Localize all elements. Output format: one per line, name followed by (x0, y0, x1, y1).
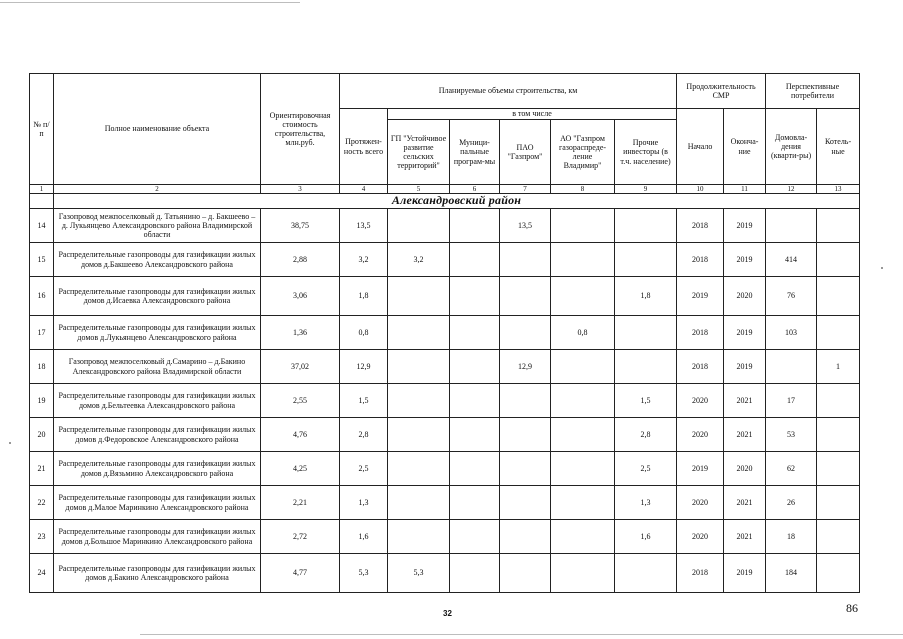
cost-cell: 38,75 (261, 209, 340, 243)
gazprom-cell: 12,9 (500, 350, 551, 384)
region-spacer (30, 194, 54, 209)
scan-speck (881, 267, 883, 269)
header-start: Начало (677, 109, 724, 185)
object-name: Газопровод межпоселковый д.Самарино – д.Бакино Александровского района Владимирской области (54, 350, 261, 384)
object-name: Распределительные газопроводы для газификации жилых домов д.Федоровское Александровского района (54, 418, 261, 452)
municipal-cell (450, 350, 500, 384)
row-number: 23 (30, 520, 54, 554)
end-year-cell: 2020 (724, 277, 766, 316)
length-cell: 3,2 (340, 243, 388, 277)
other-investors-cell: 2,8 (615, 418, 677, 452)
boilers-cell (817, 418, 860, 452)
municipal-cell (450, 209, 500, 243)
households-cell (766, 209, 817, 243)
column-number: 8 (551, 185, 615, 194)
start-year-cell: 2018 (677, 350, 724, 384)
gp-cell: 3,2 (388, 243, 450, 277)
start-year-cell: 2018 (677, 554, 724, 593)
gp-cell (388, 452, 450, 486)
page-number: 32 (443, 609, 452, 618)
boilers-cell (817, 243, 860, 277)
table-row (30, 277, 860, 316)
row-number: 14 (30, 209, 54, 243)
gazprom-cell (500, 520, 551, 554)
other-investors-cell: 1,5 (615, 384, 677, 418)
gazprom-cell (500, 243, 551, 277)
table-row (30, 350, 860, 384)
start-year-cell: 2020 (677, 486, 724, 520)
households-cell: 103 (766, 316, 817, 350)
table-row (30, 316, 860, 350)
start-year-cell: 2020 (677, 418, 724, 452)
boilers-cell (817, 316, 860, 350)
header-row-1 (30, 74, 860, 109)
table-row (30, 486, 860, 520)
gp-cell (388, 350, 450, 384)
length-cell: 5,3 (340, 554, 388, 593)
column-number: 1 (30, 185, 54, 194)
gp-cell (388, 316, 450, 350)
header-boilers: Котель-ные (817, 109, 860, 185)
header-ao-gazprom: АО "Газпром газораспреде-ление Владимир" (551, 120, 615, 185)
length-cell: 2,5 (340, 452, 388, 486)
other-investors-cell: 1,8 (615, 277, 677, 316)
header-other-investors: Прочие инвесторы (в т.ч. население) (615, 120, 677, 185)
header-name: Полное наименование объекта (54, 74, 261, 185)
row-number: 24 (30, 554, 54, 593)
cost-cell: 2,21 (261, 486, 340, 520)
gp-cell (388, 209, 450, 243)
gp-cell: 5,3 (388, 554, 450, 593)
gazprom-cell (500, 316, 551, 350)
gazprom-cell: 13,5 (500, 209, 551, 243)
start-year-cell: 2018 (677, 316, 724, 350)
row-number: 20 (30, 418, 54, 452)
households-cell (766, 350, 817, 384)
object-name: Распределительные газопроводы для газификации жилых домов д.Малое Маринкино Александровского района (54, 486, 261, 520)
municipal-cell (450, 277, 500, 316)
municipal-cell (450, 418, 500, 452)
start-year-cell: 2019 (677, 452, 724, 486)
ao-gazprom-cell (551, 452, 615, 486)
municipal-cell (450, 243, 500, 277)
municipal-cell (450, 384, 500, 418)
end-year-cell: 2021 (724, 486, 766, 520)
object-name: Распределительные газопроводы для газификации жилых домов д.Бакино Александровского района (54, 554, 261, 593)
table-row (30, 452, 860, 486)
end-year-cell: 2021 (724, 520, 766, 554)
cost-cell: 37,02 (261, 350, 340, 384)
object-name: Распределительные газопроводы для газификации жилых домов д.Лукьянцево Александровского района (54, 316, 261, 350)
cost-cell: 4,25 (261, 452, 340, 486)
gazprom-cell (500, 384, 551, 418)
row-number: 15 (30, 243, 54, 277)
row-number: 16 (30, 277, 54, 316)
column-number: 5 (388, 185, 450, 194)
municipal-cell (450, 520, 500, 554)
length-cell: 0,8 (340, 316, 388, 350)
cost-cell: 4,76 (261, 418, 340, 452)
ao-gazprom-cell (551, 209, 615, 243)
column-number: 2 (54, 185, 261, 194)
header-municipal: Муници-пальные програм-мы (450, 120, 500, 185)
boilers-cell: 1 (817, 350, 860, 384)
length-cell: 12,9 (340, 350, 388, 384)
object-name: Распределительные газопроводы для газификации жилых домов д.Вязьмино Александровского района (54, 452, 261, 486)
start-year-cell: 2019 (677, 277, 724, 316)
ao-gazprom-cell (551, 486, 615, 520)
gazprom-cell (500, 277, 551, 316)
households-cell: 414 (766, 243, 817, 277)
header-consumers: Перспективные потребители (766, 74, 860, 109)
households-cell: 26 (766, 486, 817, 520)
ao-gazprom-cell (551, 418, 615, 452)
table-row (30, 243, 860, 277)
households-cell: 184 (766, 554, 817, 593)
other-investors-cell: 1,6 (615, 520, 677, 554)
gp-cell (388, 520, 450, 554)
cost-cell: 2,72 (261, 520, 340, 554)
header-end: Оконча-ние (724, 109, 766, 185)
ao-gazprom-cell (551, 243, 615, 277)
other-investors-cell (615, 316, 677, 350)
gazprom-cell (500, 418, 551, 452)
column-number: 7 (500, 185, 551, 194)
cost-cell: 3,06 (261, 277, 340, 316)
header-no: № п/п (30, 74, 54, 185)
column-number: 10 (677, 185, 724, 194)
cost-cell: 4,77 (261, 554, 340, 593)
column-number: 3 (261, 185, 340, 194)
column-number-row (30, 185, 860, 194)
start-year-cell: 2020 (677, 384, 724, 418)
gp-cell (388, 418, 450, 452)
length-cell: 1,3 (340, 486, 388, 520)
length-cell: 2,8 (340, 418, 388, 452)
ao-gazprom-cell (551, 520, 615, 554)
region-title: Александровский район (54, 194, 860, 209)
column-number: 13 (817, 185, 860, 194)
header-length: Протяжен-ность всего (340, 109, 388, 185)
object-name: Распределительные газопроводы для газификации жилых домов д.Бельтеевка Александровского района (54, 384, 261, 418)
households-cell: 76 (766, 277, 817, 316)
object-name: Распределительные газопроводы для газификации жилых домов д.Исаевка Александровского района (54, 277, 261, 316)
other-investors-cell (615, 243, 677, 277)
header-including: в том числе (388, 109, 677, 120)
gp-cell (388, 486, 450, 520)
end-year-cell: 2019 (724, 209, 766, 243)
boilers-cell (817, 520, 860, 554)
column-number: 4 (340, 185, 388, 194)
header-gazprom: ПАО "Газпром" (500, 120, 551, 185)
end-year-cell: 2020 (724, 452, 766, 486)
boilers-cell (817, 486, 860, 520)
end-year-cell: 2019 (724, 316, 766, 350)
scan-edge-line (0, 2, 300, 3)
row-number: 22 (30, 486, 54, 520)
households-cell: 17 (766, 384, 817, 418)
municipal-cell (450, 554, 500, 593)
column-number: 9 (615, 185, 677, 194)
length-cell: 1,6 (340, 520, 388, 554)
length-cell: 1,8 (340, 277, 388, 316)
start-year-cell: 2018 (677, 243, 724, 277)
households-cell: 18 (766, 520, 817, 554)
other-investors-cell (615, 350, 677, 384)
scan-speck (9, 442, 11, 444)
boilers-cell (817, 209, 860, 243)
end-year-cell: 2019 (724, 243, 766, 277)
end-year-cell: 2019 (724, 350, 766, 384)
table-row (30, 554, 860, 593)
ao-gazprom-cell (551, 384, 615, 418)
cost-cell: 1,36 (261, 316, 340, 350)
ao-gazprom-cell (551, 554, 615, 593)
other-investors-cell: 2,5 (615, 452, 677, 486)
ao-gazprom-cell (551, 350, 615, 384)
table-row (30, 418, 860, 452)
municipal-cell (450, 316, 500, 350)
column-number: 6 (450, 185, 500, 194)
table-row (30, 209, 860, 243)
column-number: 12 (766, 185, 817, 194)
row-number: 21 (30, 452, 54, 486)
scan-edge-line (140, 634, 903, 635)
length-cell: 1,5 (340, 384, 388, 418)
start-year-cell: 2018 (677, 209, 724, 243)
boilers-cell (817, 384, 860, 418)
length-cell: 13,5 (340, 209, 388, 243)
gp-cell (388, 384, 450, 418)
start-year-cell: 2020 (677, 520, 724, 554)
gazprom-cell (500, 452, 551, 486)
households-cell: 62 (766, 452, 817, 486)
other-investors-cell (615, 554, 677, 593)
row-number: 17 (30, 316, 54, 350)
municipal-cell (450, 452, 500, 486)
object-name: Газопровод межпоселковый д. Татьянино – д. Бакшеево – д. Лукьянцево Александровского района Владимирской области (54, 209, 261, 243)
other-investors-cell: 1,3 (615, 486, 677, 520)
row-number: 18 (30, 350, 54, 384)
header-gp: ГП "Устойчивое развитие сельских территорий" (388, 120, 450, 185)
region-row (30, 194, 860, 209)
gp-cell (388, 277, 450, 316)
sheet-number: 86 (846, 601, 858, 615)
header-planned-volumes: Планируемые объемы строительства, км (340, 74, 677, 109)
end-year-cell: 2021 (724, 418, 766, 452)
header-households: Домовла-дения (кварти-ры) (766, 109, 817, 185)
boilers-cell (817, 277, 860, 316)
object-name: Распределительные газопроводы для газификации жилых домов д.Бакшеево Александровского района (54, 243, 261, 277)
boilers-cell (817, 554, 860, 593)
households-cell: 53 (766, 418, 817, 452)
cost-cell: 2,55 (261, 384, 340, 418)
row-number: 19 (30, 384, 54, 418)
object-name: Распределительные газопроводы для газификации жилых домов д.Большое Маринкино Александровского района (54, 520, 261, 554)
ao-gazprom-cell (551, 277, 615, 316)
end-year-cell: 2019 (724, 554, 766, 593)
header-cost: Ориентировочная стоимость строительства, млн.руб. (261, 74, 340, 185)
boilers-cell (817, 452, 860, 486)
cost-cell: 2,88 (261, 243, 340, 277)
ao-gazprom-cell: 0,8 (551, 316, 615, 350)
column-number: 11 (724, 185, 766, 194)
gazprom-cell (500, 554, 551, 593)
table-row (30, 520, 860, 554)
end-year-cell: 2021 (724, 384, 766, 418)
gazprom-cell (500, 486, 551, 520)
construction-plan-table (29, 73, 860, 593)
municipal-cell (450, 486, 500, 520)
header-duration: Продолжительность СМР (677, 74, 766, 109)
other-investors-cell (615, 209, 677, 243)
table-row (30, 384, 860, 418)
